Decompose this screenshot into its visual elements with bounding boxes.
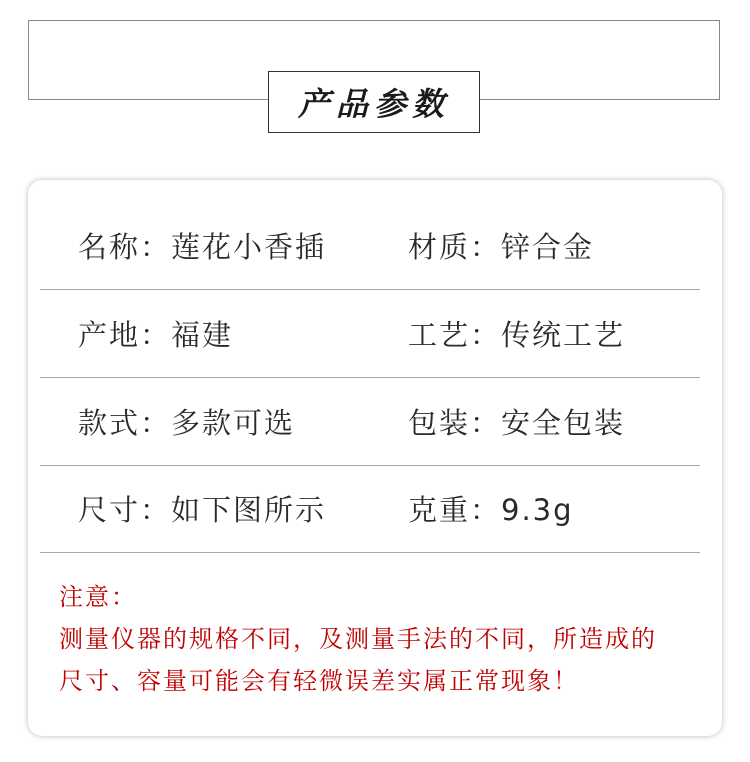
- notice-line: 尺寸、容量可能会有轻微误差实属正常现象！: [59, 667, 579, 695]
- spec-craft: 工艺：传统工艺: [408, 318, 626, 352]
- spec-origin: 产地：福建: [78, 318, 234, 352]
- spec-packaging: 包装：安全包装: [408, 406, 626, 440]
- spec-row: [40, 290, 700, 378]
- spec-card: [28, 180, 722, 736]
- spec-size: 尺寸：如下图所示: [78, 493, 327, 527]
- spec-row: [40, 202, 700, 290]
- spec-row: [40, 465, 700, 553]
- notice-label: 注意：: [59, 583, 137, 611]
- spec-material: 材质：锌合金: [408, 230, 595, 264]
- notice-line: 测量仪器的规格不同，及测量手法的不同，所造成的: [59, 625, 657, 653]
- spec-style: 款式：多款可选: [78, 406, 296, 440]
- spec-name: 名称：莲花小香插: [78, 230, 327, 264]
- spec-weight: 克重：9.3g: [408, 493, 574, 527]
- title-box: [268, 71, 480, 133]
- page-title: 产品参数: [297, 85, 450, 123]
- notice-block: [59, 576, 699, 702]
- spec-row: [40, 378, 700, 466]
